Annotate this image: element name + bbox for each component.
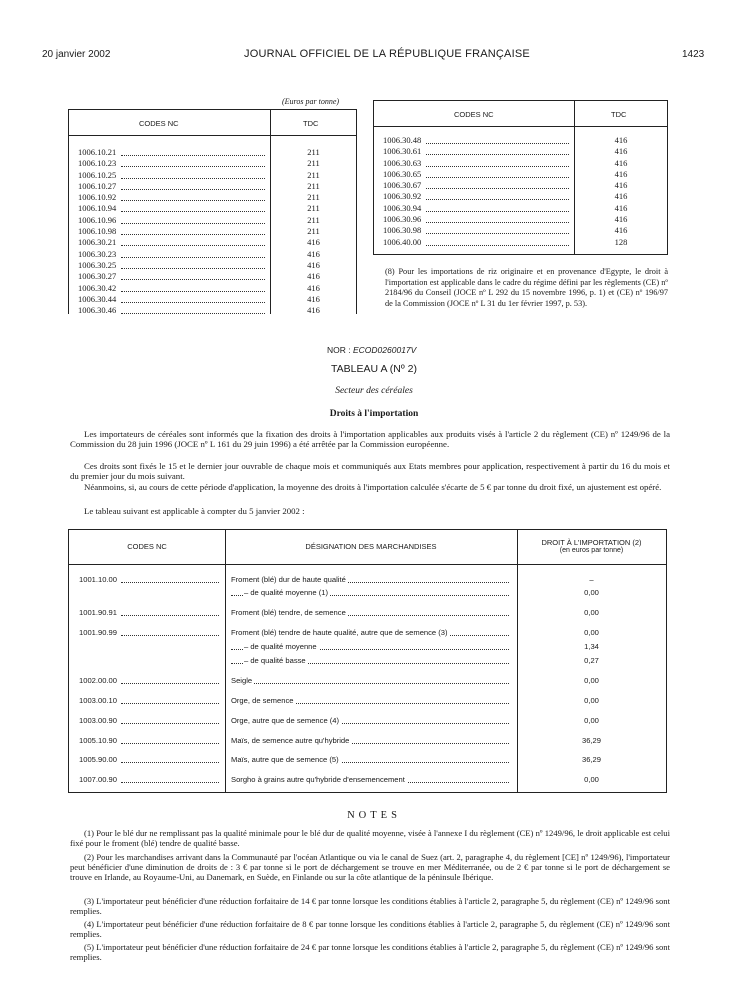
nc-code: 1006.30.44 xyxy=(78,293,117,304)
nc-code: 1006.10.94 xyxy=(78,203,117,214)
tdc-value: 416 xyxy=(307,282,320,293)
table-row xyxy=(69,294,356,305)
nc-code: 1007.00.90 xyxy=(79,775,118,784)
leader-dots xyxy=(121,635,219,636)
table-row xyxy=(69,260,356,271)
designation: Seigle xyxy=(231,676,253,685)
nc-code: 1006.30.23 xyxy=(78,248,117,259)
leader-dots xyxy=(121,782,219,783)
leader-dots xyxy=(121,762,219,763)
page-number: 1423 xyxy=(682,49,705,60)
tdc-value: 416 xyxy=(307,237,320,248)
tdc-value: 416 xyxy=(614,168,628,179)
duty-value: – xyxy=(589,575,594,584)
col-header-tdc: TDC xyxy=(303,119,319,128)
nc-code: 1006.10.25 xyxy=(78,169,117,180)
table-row xyxy=(69,249,356,260)
tdc-value: 416 xyxy=(614,180,628,191)
designation: – de qualité moyenne xyxy=(244,642,317,651)
tdc-value: 416 xyxy=(614,202,628,213)
table-row xyxy=(374,203,667,214)
table-row xyxy=(69,215,356,226)
leader-dots xyxy=(121,302,265,303)
nc-code: 1001.90.91 xyxy=(79,608,118,617)
leader-dots xyxy=(426,143,569,144)
section-title: Droits à l'importation xyxy=(329,409,419,419)
table-row xyxy=(69,181,356,192)
duty-value: 0,00 xyxy=(584,716,599,725)
note-item: (3) L'importateur peut bénéficier d'une réduction forfaitaire de 14 € par tonne lorsque les conditions établies à l'article 2, paragraphe 5, du règlement (CE) nº 1249/96 sont remplies. xyxy=(70,896,670,917)
table-unit: (Euros par tonne) xyxy=(282,97,340,106)
tdc-value: 416 xyxy=(614,146,628,157)
table-row xyxy=(374,180,667,191)
nc-code: 1006.30.21 xyxy=(78,237,117,248)
nc-code: 1006.30.63 xyxy=(383,157,422,168)
leader-dots xyxy=(426,211,569,212)
table-row xyxy=(374,158,667,169)
leader-dots xyxy=(121,189,265,190)
note-item: (5) L'importateur peut bénéficier d'une réduction forfaitaire de 24 € par tonne lorsque les conditions établies à l'article 2, paragraphe 5, du règlement (CE) nº 1249/96 sont remplies. xyxy=(70,942,670,963)
nor-reference xyxy=(327,345,416,355)
leader-dots xyxy=(121,313,265,314)
leader-dots xyxy=(121,723,219,724)
tdc-value: 416 xyxy=(307,248,320,259)
leader-dots xyxy=(121,268,265,269)
nc-code: 1006.30.25 xyxy=(78,259,117,270)
leader-dots xyxy=(121,279,265,280)
leader-dots xyxy=(426,188,569,189)
tdc-value: 416 xyxy=(307,293,320,304)
nc-code: 1006.30.94 xyxy=(383,202,422,213)
nc-code: 1006.10.21 xyxy=(78,147,117,157)
note-item: (4) L'importateur peut bénéficier d'une réduction forfaitaire de 8 € par tonne lorsque les conditions établies à l'article 2, paragraphe 5, du règlement (CE) nº 1249/96 sont remplies. xyxy=(70,919,670,940)
duty-value: 0,00 xyxy=(584,608,599,617)
leader-dots xyxy=(121,178,265,179)
table-row xyxy=(69,203,356,214)
designation: Maïs, autre que de semence (5) xyxy=(231,755,339,764)
nc-code: 1006.10.92 xyxy=(78,192,117,203)
leader-dots xyxy=(121,703,219,704)
nc-code: 1006.30.61 xyxy=(383,146,422,157)
duty-value: 0,00 xyxy=(584,775,599,784)
col-header-droit: DROIT À L'IMPORTATION (2) xyxy=(541,538,642,547)
duty-value: 1,34 xyxy=(584,642,599,651)
tdc-value: 416 xyxy=(614,214,628,225)
notes-title: NOTES xyxy=(347,810,401,821)
nc-code: 1006.10.98 xyxy=(78,226,117,237)
col-header-designation: DÉSIGNATION DES MARCHANDISES xyxy=(305,542,437,551)
leader-dots xyxy=(121,234,265,235)
leader-dots xyxy=(121,245,265,246)
nc-code: 1006.30.48 xyxy=(383,135,422,145)
duty-value: 0,00 xyxy=(584,676,599,685)
tdc-value: 211 xyxy=(307,214,320,225)
table-row xyxy=(374,135,667,146)
tdc-value: 211 xyxy=(307,226,320,237)
duty-value: 36,29 xyxy=(581,736,601,745)
duty-value: 0,27 xyxy=(584,656,599,665)
nc-code: 1003.00.90 xyxy=(79,716,118,725)
designation: – de qualité basse xyxy=(244,656,306,665)
paragraph: Le tableau suivant est applicable à compter du 5 janvier 2002 : xyxy=(84,506,305,516)
paragraph: Ces droits sont fixés le 15 et le dernier jour ouvrable de chaque mois et communiqués aux Etats membres pour application, respectivement à partir du 16 du mois et du premier jour du mois suivant. xyxy=(70,461,670,482)
nor-value: ECOD0260017V xyxy=(353,345,417,355)
tdc-value: 416 xyxy=(614,225,628,236)
table-row xyxy=(374,214,667,225)
leader-dots xyxy=(426,166,569,167)
table-body xyxy=(69,147,356,316)
table-row xyxy=(374,146,667,157)
table-row xyxy=(374,191,667,202)
designation: – de qualité moyenne (1) xyxy=(244,588,329,597)
nc-code: 1006.30.27 xyxy=(78,271,117,282)
duty-value: 0,00 xyxy=(584,696,599,705)
leader-dots xyxy=(121,615,219,616)
leader-dots xyxy=(121,743,219,744)
note-item: (1) Pour le blé dur ne remplissant pas la qualité minimale pour le blé dur de qualité moyenne, visée à l'annexe I du règlement (CE) nº 1249/96, le droit applicable est celui fixé pour le froment (blé) tendre de qualité basse. xyxy=(70,828,670,849)
table-row xyxy=(374,237,667,248)
leader-dots xyxy=(426,233,569,234)
table-row xyxy=(69,147,356,158)
nc-code: 1006.30.67 xyxy=(383,180,422,191)
table-row xyxy=(374,169,667,180)
leader-dots xyxy=(121,683,219,684)
col-header-droit-unit: (en euros par tonne) xyxy=(559,547,624,554)
tdc-value: 416 xyxy=(307,259,320,270)
table-row xyxy=(69,237,356,248)
table-row xyxy=(69,283,356,294)
nc-code: 1006.30.92 xyxy=(383,191,422,202)
rice-tdc-table-left xyxy=(68,109,357,314)
table-row xyxy=(69,226,356,237)
sector-subtitle: Secteur des céréales xyxy=(335,386,413,396)
leader-dots xyxy=(121,223,265,224)
duty-value: 0,00 xyxy=(584,588,599,597)
tdc-value: 211 xyxy=(307,169,320,180)
designation: Froment (blé) dur de haute qualité xyxy=(231,575,346,584)
nor-label: NOR : xyxy=(327,345,351,355)
col-header-codes: CODES NC xyxy=(139,119,179,128)
nc-code: 1006.40.00 xyxy=(383,236,422,247)
leader-dots xyxy=(231,683,509,684)
leader-dots xyxy=(121,200,265,201)
tdc-value: 211 xyxy=(307,147,320,157)
designation: Froment (blé) tendre de haute qualité, autre que de semence (3) xyxy=(231,628,448,637)
paragraph: Les importateurs de céréales sont informés que la fixation des droits à l'importation applicables aux produits visés à l'article 2 du règlement (CE) nº 1249/96 de la Commission du 28 juin 1996 (JOCE nº L 161 du 29 juin 1996) a été arrêtée par la Commission européenne. xyxy=(70,429,670,450)
designation: Orge, de semence xyxy=(231,696,294,705)
tdc-value: 211 xyxy=(307,192,320,203)
tableau-title: TABLEAU A (Nº 2) xyxy=(331,363,417,375)
designation: Sorgho à grains autre qu'hybride d'ensemencement xyxy=(231,775,405,784)
journal-title: JOURNAL OFFICIEL DE LA RÉPUBLIQUE FRANÇAISE xyxy=(244,48,530,60)
nc-code: 1003.00.10 xyxy=(79,696,118,705)
table-row xyxy=(69,305,356,316)
nc-code: 1006.10.23 xyxy=(78,158,117,169)
leader-dots xyxy=(121,155,265,156)
leader-dots xyxy=(121,211,265,212)
leader-dots xyxy=(426,199,569,200)
tdc-value: 211 xyxy=(307,158,320,169)
leader-dots xyxy=(121,166,265,167)
nc-code: 1006.30.42 xyxy=(78,282,117,293)
duty-value: 0,00 xyxy=(584,628,599,637)
cereal-import-duties-table xyxy=(68,529,667,793)
table-row xyxy=(69,192,356,203)
nc-code: 1001.90.99 xyxy=(79,628,118,637)
tdc-value: 416 xyxy=(307,305,320,316)
nc-code: 1006.10.27 xyxy=(78,180,117,191)
tdc-value: 416 xyxy=(614,191,628,202)
nc-code: 1002.00.00 xyxy=(79,676,118,685)
leader-dots xyxy=(121,582,219,583)
nc-code: 1005.90.00 xyxy=(79,755,118,764)
leader-dots xyxy=(426,154,569,155)
nc-code: 1005.10.90 xyxy=(79,736,118,745)
nc-code: 1006.30.96 xyxy=(383,214,422,225)
note-item: (2) Pour les marchandises arrivant dans la Communauté par l'océan Atlantique ou via le canal de Suez (art. 2, paragraphe 4, du règlement [CE] nº 1249/96), l'importateur peut bénéficier d'une diminution de droits de : 3 € par tonne si le port de déchargement se trouve en mer Méditerranée, ou de 2 € par tonne si le port de déchargement se trouve en Irlande, au Royaume-Uni, au Danemark, en Suède, en Finlande ou sur la côte atlantique de la péninsule Ibérique. xyxy=(70,852,670,883)
leader-dots xyxy=(121,257,265,258)
table-row xyxy=(374,225,667,236)
nc-code: 1006.30.46 xyxy=(78,305,117,316)
leader-dots xyxy=(426,177,569,178)
col-header-codes: CODES NC xyxy=(127,542,167,551)
leader-dots xyxy=(426,245,569,246)
footnote-8: (8) Pour les importations de riz originaire et en provenance d'Egypte, le droit à l'importation est applicable dans le cadre du régime défini par les règlements (CE) nº 2184/96 du Conseil (JOCE nº L 292 du 15 novembre 1996, p. 1) et (CE) nº 196/97 de la Commission (JOCE nº L 31 du 1er février 1997, p. 53). xyxy=(385,267,668,308)
tdc-value: 211 xyxy=(307,180,320,191)
designation: Orge, autre que de semence (4) xyxy=(231,716,340,725)
tdc-value: 416 xyxy=(307,271,320,282)
table-body xyxy=(374,135,667,248)
tdc-value: 211 xyxy=(307,203,320,214)
nc-code: 1001.10.00 xyxy=(79,575,118,584)
table-row xyxy=(69,170,356,181)
tdc-value: 416 xyxy=(614,157,628,168)
nc-code: 1006.10.96 xyxy=(78,214,117,225)
designation: Maïs, de semence autre qu'hybride xyxy=(231,736,350,745)
duty-value: 36,29 xyxy=(581,755,601,764)
rice-tdc-table-right xyxy=(373,100,668,255)
header-date: 20 janvier 2002 xyxy=(42,49,111,60)
table-row xyxy=(69,271,356,282)
designation: Froment (blé) tendre, de semence xyxy=(231,608,346,617)
leader-dots xyxy=(426,222,569,223)
col-header-codes: CODES NC xyxy=(454,110,494,119)
leader-dots xyxy=(121,291,265,292)
paragraph: Néanmoins, si, au cours de cette période d'application, la moyenne des droits à l'importation calculée s'écarte de 5 € par tonne du droit fixé, un ajustement est opéré. xyxy=(84,482,662,492)
nc-code: 1006.30.65 xyxy=(383,168,422,179)
col-header-tdc: TDC xyxy=(611,110,627,119)
tdc-value: 416 xyxy=(614,135,628,145)
table-row xyxy=(69,158,356,169)
tdc-value: 128 xyxy=(614,236,628,247)
nc-code: 1006.30.98 xyxy=(383,225,422,236)
